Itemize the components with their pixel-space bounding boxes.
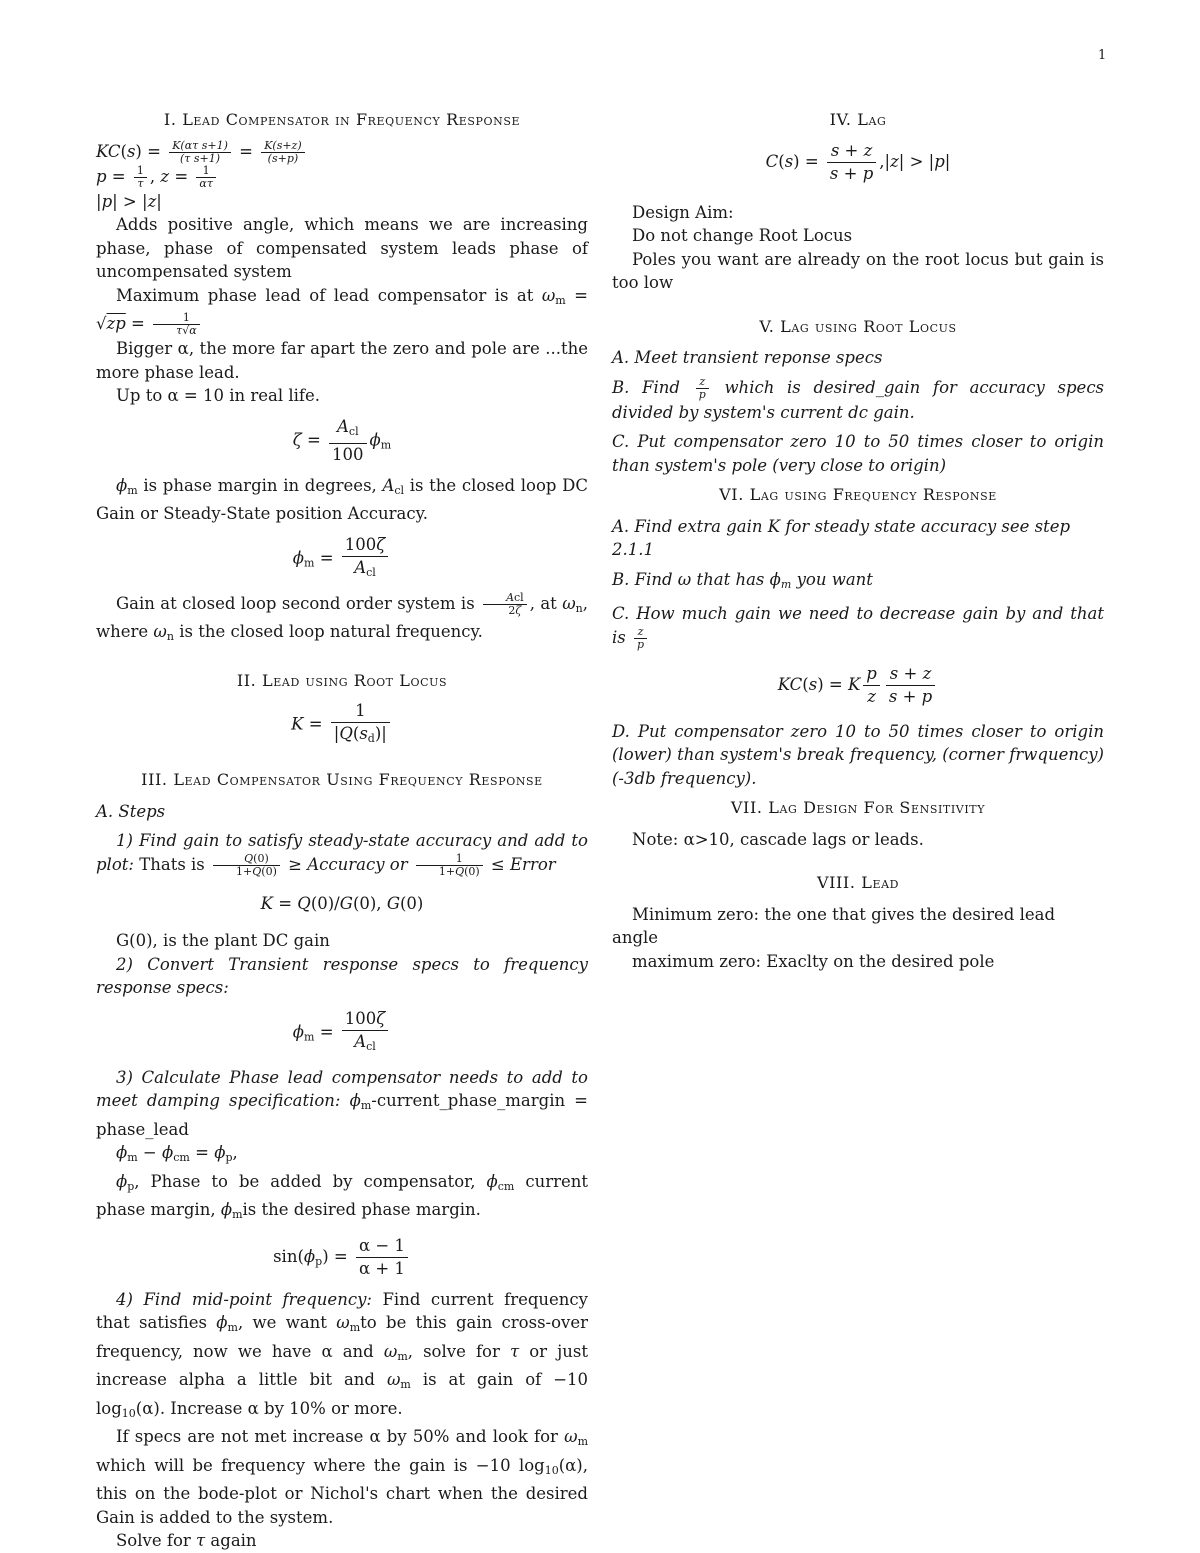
subsection-heading: A. Steps xyxy=(96,801,166,821)
section-heading xyxy=(96,669,588,693)
paragraph: Adds positive angle, which means we are increasing phase, phase of compensated system leads phase of uncompensated system xyxy=(96,215,588,281)
equation-pz: p = $\frac{1}{\tau}$ , z = $\frac{1}{\alpha\tau}$ xyxy=(96,165,588,190)
paragraph: Do not change Root Locus xyxy=(632,226,853,245)
list-item: C. Put compensator zero 10 to 50 times closer to origin than system's pole (very close to origin) xyxy=(612,432,1104,475)
paragraph: Gain at closed loop second order system is $\frac{\text{Acl}}{2\zeta}$ , at $\omega_n$, where $\omega_n$ is the closed loop natural frequency. xyxy=(96,590,588,643)
section-title: Lead Compensator Using Frequency Response xyxy=(173,770,543,789)
equation-phi-diff: $\phi_m - \phi_{cm} = \phi_p$, xyxy=(116,1143,238,1164)
section-title: Lag xyxy=(857,110,887,129)
section-number: VIII. xyxy=(816,873,856,892)
right-column xyxy=(612,108,1104,973)
paragraph: 4) Find mid-point frequency: Find current frequency that satisfies $\phi_m$, we want $\omega_mto$ be this gain cross-over frequency, now we have α and $\omega_m$, solve for τ or just increase alpha a little bit and $\omega_m$ is at gain of −10 $\log_{10}(\alpha)$. Increase α by 10% or more. xyxy=(96,1289,589,1420)
left-column xyxy=(96,108,588,1553)
section-title: Lag using Frequency Response xyxy=(749,485,997,504)
paragraph: $\phi_p$, Phase to be added by compensator, $\phi_{cm}$ current phase margin, $\phi_mis$ the desired phase margin. xyxy=(96,1171,588,1221)
section-number: IV. xyxy=(829,110,852,129)
equation-k-root: K = $\frac{1}{|Q(s_d)|}$ xyxy=(96,700,588,750)
equation-sin: $\sin(\phi_p)$ = $\frac{\alpha - 1}{\alpha + 1}$ xyxy=(96,1235,588,1280)
paragraph: 2) Convert Transient response specs to frequency response specs: xyxy=(96,954,588,997)
equation-phi-m-2: $\phi_m$ = $\frac{100\zeta}{A_{cl}}$ xyxy=(96,1008,588,1058)
equation-zeta: ζ = $\frac{A_{cl}}{100}$ $\phi_m$ xyxy=(292,416,392,464)
section-heading xyxy=(612,483,1104,507)
page-number: 1 xyxy=(1098,48,1107,63)
section-heading xyxy=(96,768,588,792)
paragraph: If specs are not met increase α by 50% and look for $\omega_m$ which will be frequency where the gain is −10 $\log_{10}(\alpha)$, this on the bode-plot or Nichol's chart when the desired Gain is added to the system. xyxy=(96,1427,588,1527)
paragraph: Minimum zero: the one that gives the desired lead angle xyxy=(612,904,1056,947)
paragraph: $\phi_m$ is phase margin in degrees, $A_{cl}$ is the closed loop DC Gain or Steady-State position Accuracy. xyxy=(96,475,588,523)
paragraph: 3) Calculate Phase lead compensator needs to add to meet damping specification: $\phi_m-current\_phase\_margin$ = phase_lead xyxy=(96,1067,589,1139)
equation-k-ratio: K = Q(0)/G(0), G(0) xyxy=(260,893,424,913)
list-item: B. Find ω that has $\phi_m$ you want xyxy=(612,569,873,591)
paragraph: Maximum phase lead of lead compensator is at $\omega_m = √zp$ = $\frac{1}{\tau√\alpha}$ xyxy=(96,285,588,337)
section-title: Lead xyxy=(861,873,900,892)
list-item: A. Meet transient reponse specs xyxy=(612,348,883,367)
section-title: Lag Design For Sensitivity xyxy=(768,798,986,817)
paragraph: Solve for τ again xyxy=(116,1531,257,1550)
section-title: Lag using Root Locus xyxy=(780,316,957,336)
paragraph: Bigger α, the more far apart the zero and pole are ...the more phase lead. xyxy=(96,339,588,382)
section-number: I. xyxy=(163,110,177,129)
section-heading xyxy=(612,315,1104,339)
section-number: II. xyxy=(236,670,257,690)
section-heading xyxy=(612,108,1104,132)
paragraph: 1) Find gain to satisfy steady-state accuracy and add to plot: Thats is $\frac{Q(0)}{1+Q(0)}$ ≥ Accuracy or $\frac{1}{1+Q(0)}$ ≤ Error xyxy=(96,831,588,878)
section-heading xyxy=(96,108,588,132)
list-item: D. Put compensator zero 10 to 50 times closer to origin (lower) than system's break frequency, (corner frwquency)(-3db frequency). xyxy=(612,721,1104,788)
paragraph: maximum zero: Exaclty on the desired pole xyxy=(632,951,995,971)
equation-lag-kc: KC(s) = K $\frac{p}{z}$ $\frac{s + z}{s + p}$ xyxy=(612,663,1104,708)
paragraph: Up to α = 10 in real life. xyxy=(116,386,321,405)
equation-abs: |p| > |z| xyxy=(96,191,162,211)
paragraph: Design Aim: xyxy=(632,202,734,222)
section-number: VI. xyxy=(719,485,744,504)
section-title: Lead Compensator in Frequency Response xyxy=(182,110,521,129)
section-number: V. xyxy=(759,316,775,336)
section-number: VII. xyxy=(730,798,763,817)
equation-kc: KC(s) = $\frac{\text{K(ατ s+1)}}{\text{(τ s+1)}}$ = $\frac{K(s+z)}{(s+p)}$ xyxy=(96,140,588,165)
equation-phi-m: $\phi_m$ = $\frac{100\zeta}{A_{cl}}$ xyxy=(96,534,588,584)
list-item: C. How much gain we need to decrease gain by and that is $\frac{z}{p}$ xyxy=(612,604,1104,651)
equation-lag-c: C(s) = $\frac{s + z}{s + p}$ ,|z| > |p| xyxy=(765,140,951,183)
paragraph: G(0), is the plant DC gain xyxy=(116,931,330,950)
list-item: A. Find extra gain K for steady state accuracy see step 2.1.1 xyxy=(612,516,1071,559)
list-item: B. Find $\frac{z}{p}$ which is desired_gain for accuracy specs divided by system's current dc gain. xyxy=(612,374,1105,422)
section-title: Lead using Root Locus xyxy=(262,670,448,690)
section-number: III. xyxy=(141,770,168,789)
paragraph: Poles you want are already on the root locus but gain is too low xyxy=(612,249,1104,292)
section-heading xyxy=(612,796,1104,820)
section-heading xyxy=(612,871,1104,895)
paragraph: Note: α>10, cascade lags or leads. xyxy=(632,829,924,849)
